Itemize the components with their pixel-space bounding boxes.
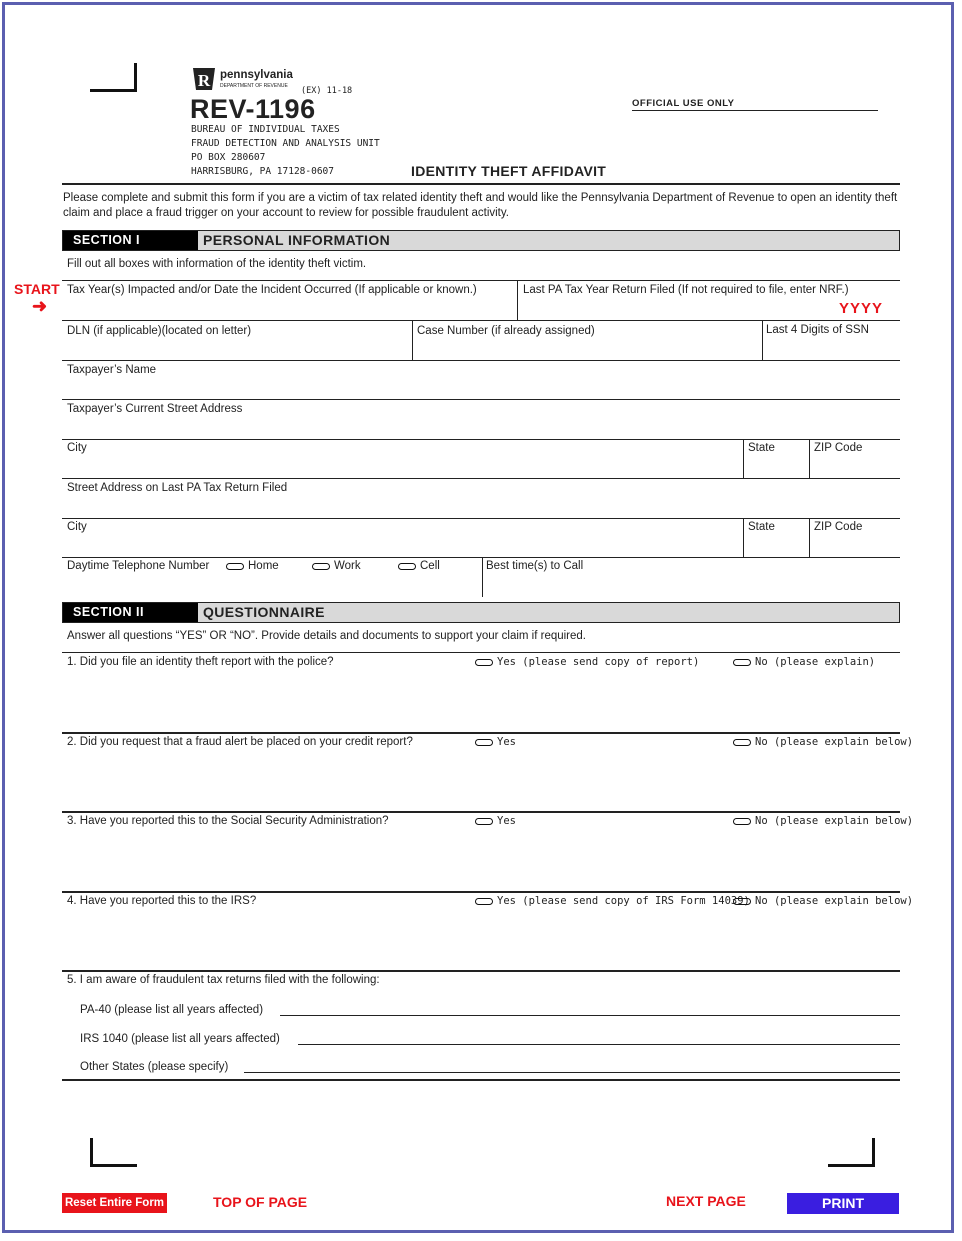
last-return-label: Last PA Tax Year Return Filed (If not required to file, enter NRF.) (523, 284, 849, 296)
zip-label: ZIP Code (814, 442, 863, 454)
q5-pa40-input[interactable] (280, 1015, 900, 1016)
phone-home-radio[interactable] (226, 563, 244, 570)
address-line-2: FRAUD DETECTION AND ANALYSIS UNIT (191, 138, 380, 149)
address-line-4: HARRISBURG, PA 17128-0607 (191, 166, 334, 177)
ssn-input[interactable] (764, 340, 899, 359)
state-name: pennsylvania (220, 69, 293, 81)
best-time-input[interactable] (484, 576, 899, 596)
question-5: 5. I am aware of fraudulent tax returns filed with the following: (67, 974, 380, 986)
q2-explain-input[interactable] (63, 755, 899, 809)
tax-years-label: Tax Year(s) Impacted and/or Date the Incident Occurred (If applicable or known.) (67, 284, 477, 296)
question-2: 2. Did you request that a fraud alert be placed on your credit report? (67, 736, 413, 748)
phone-cell-radio[interactable] (398, 563, 416, 570)
q4-no-radio[interactable] (733, 898, 751, 905)
city-2-input[interactable] (63, 536, 741, 556)
taxpayer-name-label: Taxpayer’s Name (67, 364, 157, 376)
q1-yes-label: Yes (please send copy of report) (497, 656, 700, 668)
crop-mark-top (90, 63, 137, 92)
address-line-3: PO BOX 280607 (191, 152, 266, 163)
form-title: IDENTITY THEFT AFFIDAVIT (411, 163, 607, 179)
start-arrow-icon: ➜ (32, 296, 48, 316)
street-address-label: Taxpayer’s Current Street Address (67, 403, 243, 415)
q2-no-label: No (please explain below) (755, 736, 914, 748)
dln-input[interactable] (63, 340, 409, 359)
section-2-instructions: Answer all questions “YES” OR “NO”. Provide details and documents to support your claim if required. (67, 630, 586, 642)
q4-yes-radio[interactable] (475, 898, 493, 905)
q4-no-label: No (please explain below) (755, 895, 914, 907)
state-2-input[interactable] (745, 536, 807, 556)
q3-yes-radio[interactable] (475, 818, 493, 825)
section-2-header (62, 602, 900, 623)
best-time-label: Best time(s) to Call (486, 560, 584, 572)
section-1-header (62, 230, 900, 251)
case-number-input[interactable] (414, 340, 759, 359)
section-2-title: QUESTIONNAIRE (203, 604, 325, 620)
phone-work-radio[interactable] (312, 563, 330, 570)
city-input[interactable] (63, 457, 741, 477)
street-last-return-input[interactable] (63, 497, 899, 517)
last-return-placeholder[interactable]: YYYY (839, 300, 884, 317)
top-of-page-button[interactable]: TOP OF PAGE (213, 1194, 308, 1210)
taxpayer-name-input[interactable] (63, 378, 899, 398)
svg-text:R: R (197, 71, 211, 90)
section-1-title: PERSONAL INFORMATION (203, 232, 391, 248)
city-label: City (67, 442, 87, 454)
state-input[interactable] (745, 457, 807, 477)
city-2-label: City (67, 521, 87, 533)
question-3: 3. Have you reported this to the Social Security Administration? (67, 815, 389, 827)
q4-yes-label: Yes (please send copy of IRS Form 14039) (497, 895, 750, 907)
q2-no-radio[interactable] (733, 739, 751, 746)
street-last-return-label: Street Address on Last PA Tax Return Filed (67, 482, 288, 494)
department-name: DEPARTMENT OF REVENUE (220, 83, 288, 89)
zip-2-input[interactable] (811, 536, 899, 556)
q2-yes-label: Yes (497, 736, 516, 748)
q4-explain-input[interactable] (63, 914, 899, 968)
q5-irs1040-label: IRS 1040 (please list all years affected) (80, 1033, 280, 1045)
phone-label: Daytime Telephone Number (67, 560, 210, 572)
q5-other-states-label: Other States (please specify) (80, 1061, 229, 1073)
question-1: 1. Did you file an identity theft report with the police? (67, 656, 334, 668)
q1-no-radio[interactable] (733, 659, 751, 666)
section-1-instructions: Fill out all boxes with information of the identity theft victim. (67, 258, 367, 270)
phone-cell-label: Cell (420, 560, 440, 572)
phone-home-label: Home (248, 560, 279, 572)
street-address-input[interactable] (63, 418, 899, 438)
official-use-line (632, 110, 878, 111)
q5-irs1040-input[interactable] (298, 1044, 900, 1045)
header-rule (62, 183, 900, 185)
pennsylvania-keystone-logo (191, 67, 217, 91)
dln-label: DLN (if applicable)(located on letter) (67, 325, 252, 337)
edition-code: (EX) 11-18 (301, 86, 353, 96)
q1-no-label: No (please explain) (755, 656, 876, 668)
zip-2-label: ZIP Code (814, 521, 863, 533)
q3-explain-input[interactable] (63, 834, 899, 889)
address-line-1: BUREAU OF INDIVIDUAL TAXES (191, 124, 340, 135)
crop-mark-bottom-right (828, 1138, 875, 1167)
state-label: State (748, 442, 775, 454)
crop-mark-bottom-left (90, 1138, 137, 1167)
q5-pa40-label: PA-40 (please list all years affected) (80, 1004, 264, 1016)
q2-yes-radio[interactable] (475, 739, 493, 746)
tax-years-input[interactable] (63, 298, 515, 319)
official-use-label: OFFICIAL USE ONLY (632, 98, 735, 109)
q3-yes-label: Yes (497, 815, 516, 827)
question-4: 4. Have you reported this to the IRS? (67, 895, 257, 907)
q1-yes-radio[interactable] (475, 659, 493, 666)
q5-other-states-input[interactable] (244, 1072, 900, 1073)
state-2-label: State (748, 521, 775, 533)
ssn-label: Last 4 Digits of SSN (766, 324, 869, 336)
q3-no-radio[interactable] (733, 818, 751, 825)
intro-text: Please complete and submit this form if you are a victim of tax related identity theft and would like the Pennsylvania Department of Revenue to open an identity theft claim and place a fraud trigger on your account to review for possible fraudulent activity. (63, 192, 898, 219)
reset-form-button[interactable]: Reset Entire Form (62, 1193, 167, 1213)
q1-explain-input[interactable] (63, 675, 899, 730)
case-number-label: Case Number (if already assigned) (417, 325, 595, 337)
phone-work-label: Work (334, 560, 361, 572)
zip-input[interactable] (811, 457, 899, 477)
phone-input[interactable] (63, 576, 479, 596)
print-button[interactable]: PRINT (787, 1193, 899, 1214)
start-label: START (14, 281, 60, 297)
section-1-label: SECTION I (63, 231, 198, 250)
q3-no-label: No (please explain below) (755, 815, 914, 827)
section-2-label: SECTION II (63, 603, 198, 622)
form-number: REV-1196 (190, 94, 316, 124)
next-page-button[interactable]: NEXT PAGE (666, 1193, 746, 1209)
